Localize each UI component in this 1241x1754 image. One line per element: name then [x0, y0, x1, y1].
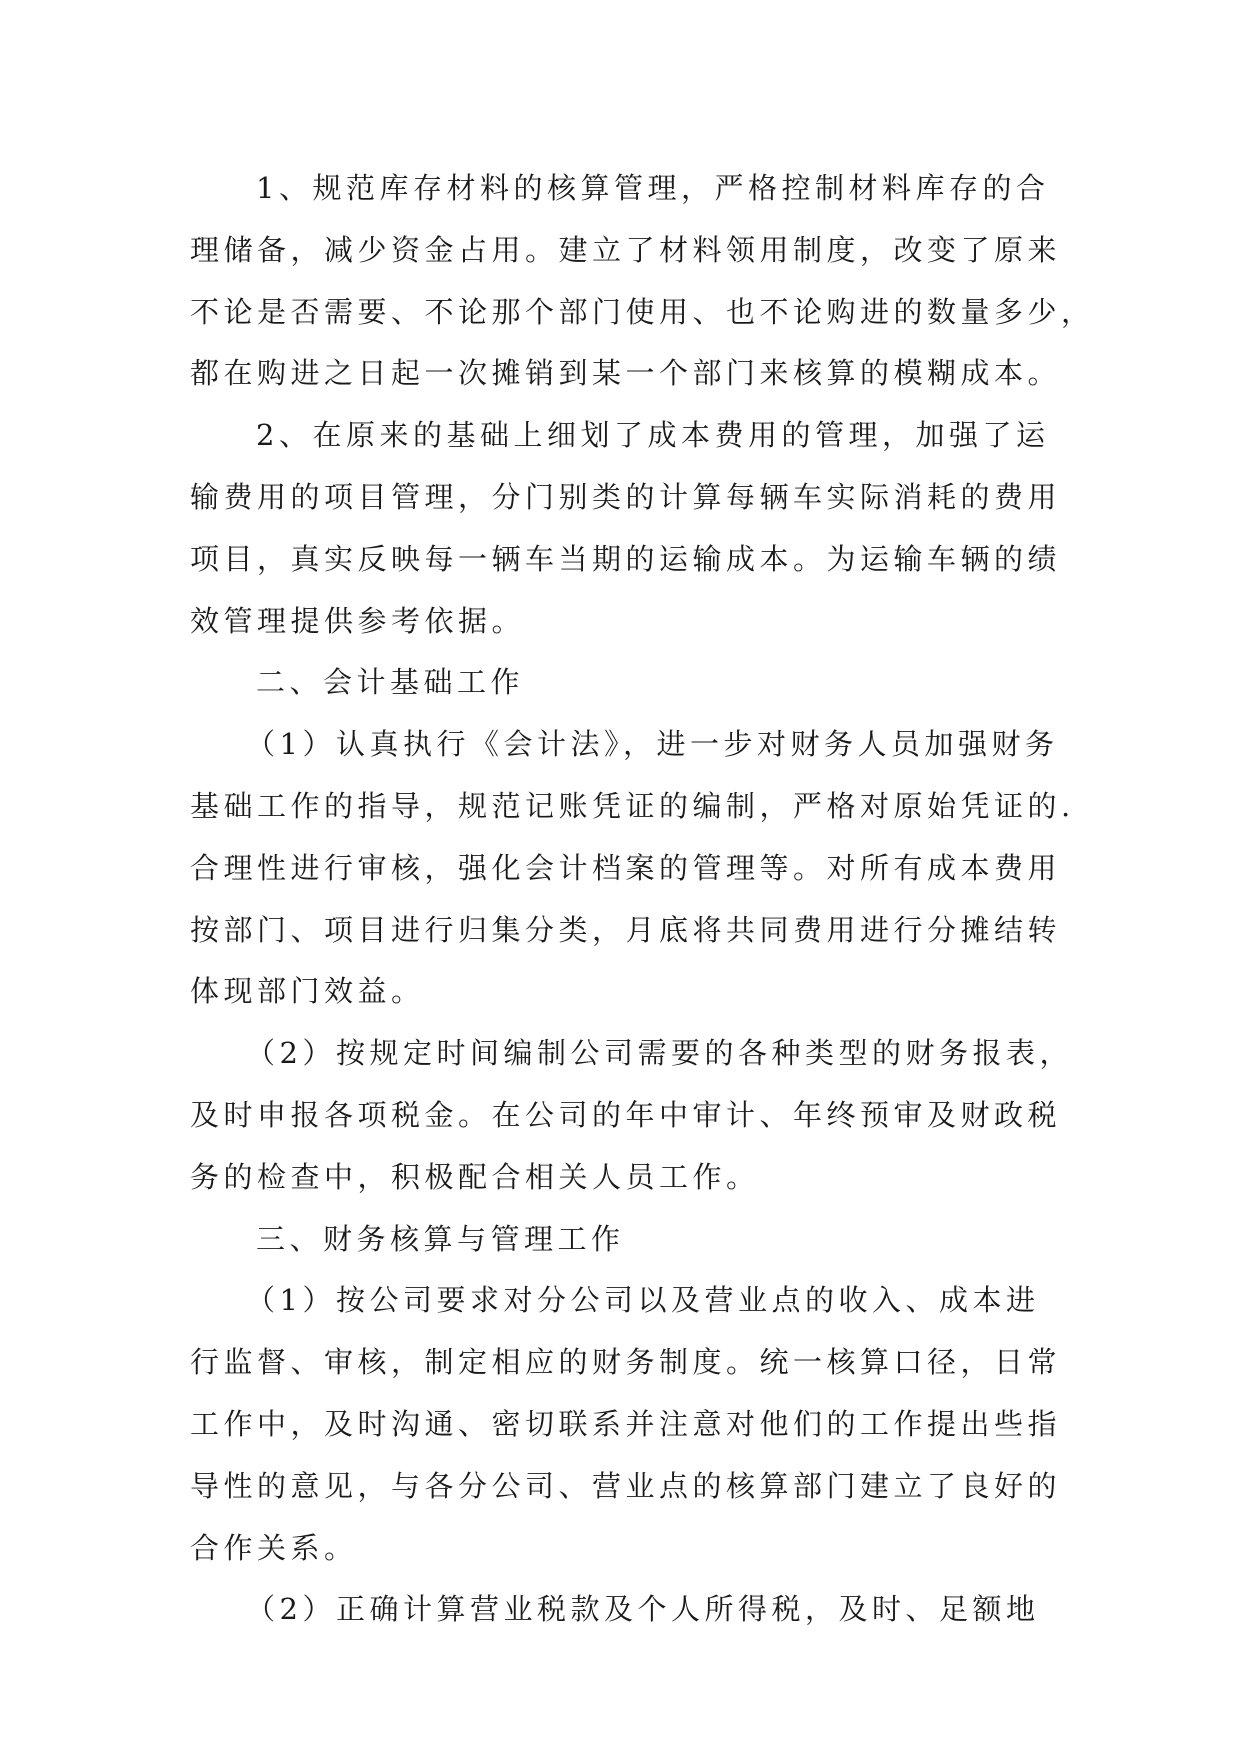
text-line: 1、规范库存材料的核算管理，严格控制材料库存的合: [256, 171, 1050, 205]
text-line: 项目，真实反映每一辆车当期的运输成本。为运输车辆的绩: [190, 541, 1062, 576]
text-line: 都在购进之日起一次摊销到某一个部门来核算的模糊成本。: [190, 356, 1062, 391]
text-line: 导性的意见，与各分公司、营业点的核算部门建立了良好的: [190, 1468, 1062, 1503]
text-line: （2）正确计算营业税款及个人所得税，及时、足额地: [246, 1592, 1040, 1627]
text-line: 行监督、审核，制定相应的财务制度。统一核算口径，日常: [190, 1345, 1062, 1380]
text-line: （2）按规定时间编制公司需要的各种类型的财务报表，: [246, 1036, 1073, 1071]
text-line: 务的检查中，积极配合相关人员工作。: [190, 1159, 760, 1194]
text-line: 合作关系。: [190, 1530, 358, 1565]
text-line: （1）按公司要求对分公司以及营业点的收入、成本进: [246, 1283, 1040, 1318]
text-line: 合理性进行审核，强化会计档案的管理等。对所有成本费用: [190, 850, 1062, 885]
text-line: 及时申报各项税金。在公司的年中审计、年终预审及财政税: [190, 1097, 1062, 1132]
text-line: 2、在原来的基础上细划了成本费用的管理，加强了运: [256, 418, 1050, 453]
text-line: 按部门、项目进行归集分类，月底将共同费用进行分摊结转: [190, 912, 1062, 947]
text-line: 体现部门效益。: [190, 974, 425, 1009]
text-line: 基础工作的指导，规范记账凭证的编制，严格对原始凭证的.: [190, 788, 1075, 823]
text-line: （1）认真执行《会计法》，进一步对财务人员加强财务: [246, 727, 1059, 762]
text-line: 工作中，及时沟通、密切联系并注意对他们的工作提出些指: [190, 1406, 1062, 1441]
text-line: 输费用的项目管理，分门别类的计算每辆车实际消耗的费用: [190, 479, 1062, 514]
text-line: 效管理提供参考依据。: [190, 603, 526, 638]
section-heading: 二、会计基础工作: [256, 665, 525, 700]
section-heading: 三、财务核算与管理工作: [256, 1221, 625, 1256]
text-line: 理储备，减少资金占用。建立了材料领用制度，改变了原来: [190, 232, 1062, 267]
document-body: [190, 158, 1095, 1641]
text-line: 不论是否需要、不论那个部门使用、也不论购进的数量多少，: [190, 294, 1095, 329]
